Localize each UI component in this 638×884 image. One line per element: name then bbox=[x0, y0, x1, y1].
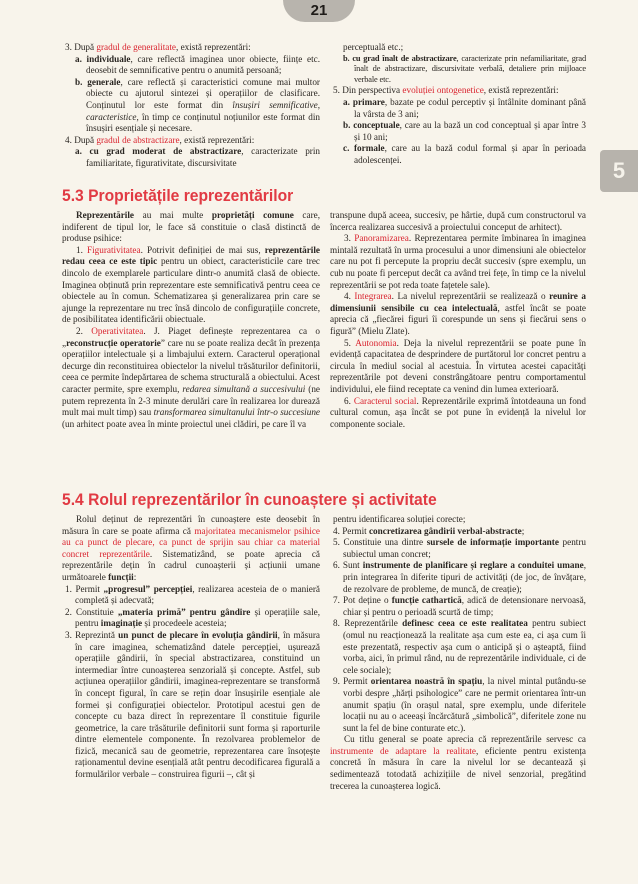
paragraph: 3. Panoramizarea. Reprezentarea permite îmbinarea în imaginea mintală rezultată în urma procesului a unor dimensiuni ale obiectelor care nu pot fi percepute la propriu decât succesiv (spre exemplu, un cub nu poate fi perceput decât ca având trei fețe, în timp ce la nivelul reprezentării se pot reda toate fațetele sale). bbox=[330, 233, 586, 290]
list-item: a. individuale, care reflectă imaginea unor obiecte, ființe etc. deosebit de semnificative pentru o anumită persoană; bbox=[75, 53, 321, 76]
list-item: a. primare, bazate pe codul perceptiv și întâlnite dominant până la vârsta de 3 ani; bbox=[343, 96, 586, 119]
paragraph: 4. Integrarea. La nivelul reprezentării se realizează o reunire a dimensiunii sensibile cu cea intelectuală, astfel încât se poate aprecia că „fiecărei figuri îi corespunde un sens și fiecărui sens o figură” (Mielu Zlate). bbox=[330, 291, 586, 336]
list-item: b. cu grad înalt de abstractizare, caracterizate prin nefamiliaritate, grad înalt de abstractizare, discursivitate verbală, detaliere prin mijloace verbale etc. bbox=[343, 53, 586, 84]
list-item: 4. După gradul de abstractizare, există reprezentări: bbox=[65, 134, 255, 145]
paragraph: Reprezentările au mai multe proprietăți comune care, indiferent de tipul lor, le face să constituie o clasă distinctă de produse psihice: bbox=[62, 210, 321, 244]
paragraph: 2. Operativitatea. J. Piaget definește reprezentarea ca o „reconstrucție operatorie” care nu se poate realiza decât în prezența operațiilor intelectuale și a limbajului extern. Caracterul operațional decurge din reconstituirea obiectelor la nivelul trăsăturilor definitorii, ceea ce permite îndepărtarea de schema structurală a obiectului. Acest caracter permite, spre exemplu, redarea simultană a succesivului (ne putem reprezenta în 2-3 minute derulări care în realizarea lor durează mult mai mult timp) sau transformarea simultanului într-o succesiune (un arhitect poate avea în minte proiectul unei clădiri, pe care îl va bbox=[62, 325, 321, 429]
list-item: 5. Din perspectiva evoluției ontogenetice, există reprezentări: bbox=[333, 85, 559, 96]
section-heading: 5.4 Rolul reprezentărilor în cunoaștere și activitate bbox=[62, 490, 437, 509]
section-5-4-left-column bbox=[62, 514, 320, 781]
list-item: perceptuală etc.; bbox=[343, 42, 404, 52]
section-5-3-left-column bbox=[62, 210, 320, 430]
list-item: 7. Pot deține o funcție cathartică, adică de detensionare nervoasă, chiar și pentru o perioadă scurtă de timp; bbox=[333, 595, 586, 617]
list-item: b. conceptuale, care au la bază un cod conceptual și apar între 3 și 10 ani; bbox=[343, 120, 586, 142]
paragraph: 6. Caracterul social. Reprezentările exprimă întotdeauna un fond cultural comun, așa încât se pot pune în evidență la nivelul lor componente sociale. bbox=[330, 395, 586, 429]
section-heading: 5.3 Proprietățile reprezentărilor bbox=[62, 186, 294, 205]
paragraph: 5. Autonomia. Deja la nivelul reprezentării se poate pune în evidență capacitatea de desprindere de purtătorul lor concret pentru a circula în mediul social al acestuia. În virtutea acestei capacități reprezentările pot deveni constrângătoare pentru comportamentul individului, ele fiind receptate ca venind din lumea exterioară. bbox=[330, 337, 586, 394]
list-item: 5. Constituie una dintre sursele de informație importante pentru subiectul uman concret; bbox=[333, 537, 586, 559]
list-item: pentru identificarea soluției corecte; bbox=[333, 514, 466, 524]
list-item: c. formale, care au la bază codul formal și apar în perioada adolescenței. bbox=[343, 143, 586, 165]
list-item: 4. Permit concretizarea gândirii verbal-abstracte; bbox=[333, 525, 525, 536]
list-item: 6. Sunt instrumente de planificare și reglare a conduitei umane, prin integrarea în diferite tipuri de activități (de joc, de învățare, de rezolvare de probleme, de muncă, de creație); bbox=[333, 560, 586, 594]
top-left-column bbox=[62, 42, 320, 170]
top-right-column bbox=[330, 42, 586, 167]
paragraph: Rolul deținut de reprezentări în cunoaștere este deosebit în măsura în care se poate afirma că majoritatea mecanismelor psihice au ca punct de plecare, ca punct de sprijin sau chiar ca material concret reprezentările. Sistematizând, se poate aprecia că reprezentările dețin în cadrul cunoașterii și acțiunii umane următoarele funcții: bbox=[62, 514, 321, 582]
paragraph: Cu titlu general se poate aprecia că reprezentările servesc ca instrumente de adaptare la realitate, eficiente pentru existența concretă în măsura în care la nivelul lor se decantează și sedimentează totodată achizițiile de nivel senzorial, pregătind trecerea la cunoașterea logică. bbox=[330, 734, 587, 791]
list-item: 3. Reprezintă un punct de plecare în evoluția gândirii, în măsura în care imaginea, schematizând datele percepției, ușurează operațiile gândirii, în special abstractizarea, constituind un intermediar între cunoașterea senzorială și concepte. Astfel, sub acțiunea operațiilor gândirii, imaginea-reprezentare se transformă în concept figural, în care se rețin doar însușirile esențiale ale formei și configurației obiectelor. Prototipul acestui gen de concepte cu baza direct în reprezentare îl constituie figurile geometrice, la care trăsăturile definitorii sunt forma și raporturile dintre elementele componente. În rezolvarea problemelor de fizică, mecanică sau de geometrie, reprezentarea care însoțește raționamentul devine esențială atât pentru decodificarea figurală a formulărilor verbale – construirea figurii –, cât și bbox=[65, 629, 320, 780]
chapter-tab: 5 bbox=[600, 150, 638, 192]
list-item: 3. După gradul de generalitate, există reprezentări: bbox=[65, 42, 251, 52]
paragraph: transpune după aceea, succesiv, pe hârtie, după cum constructorul va încerca realizarea succesivă a proiectului conceput de arhitect). bbox=[330, 210, 586, 232]
section-5-4-right-column bbox=[330, 514, 586, 792]
list-item: b. generale, care reflectă și caracteristici comune mai multor obiecte cu ajutorul sintezei și operațiilor de clasificare. Conținutul lor este format din însușiri semnificative, caracteristice, în timp ce conținutul noțiunilor este format din însușiri esențiale și necesare. bbox=[75, 76, 321, 134]
paragraph: 1. Figurativitatea. Potrivit definiției de mai sus, reprezentările redau ceea ce este tipic pentru un obiect, caracteristicile care trec dincolo de exemplarele particulare dintr-o anumită clasă de obiecte. Imaginea obținută prin reprezentare este semnificativă pentru ceea ce obiectele au în comun. Schematizarea și generalizarea prin care se ajunge la reprezentare nu trec însă dincolo de configurațiile concrete, de posibilitatea identificării obiectuale. bbox=[62, 244, 320, 325]
list-item: 2. Constituie „materia primă” pentru gândire și operațiile sale, pentru imaginație și procedeele acesteia; bbox=[65, 606, 320, 629]
section-5-3-right-column bbox=[330, 210, 586, 430]
list-item: 8. Reprezentările definesc ceea ce este realitatea pentru subiect (omul nu reacționează la realitate așa cum este ea, ci așa cum îi este prezentată, respectiv așa cum o anticipă și o așteaptă, fiind vorba, aici, în primul rând, nu de reprezentările individuale, ci de cele sociale); bbox=[333, 618, 586, 675]
list-item: 1. Permit „progresul” percepției, realizarea acesteia de o manieră completă și adecvată; bbox=[65, 583, 321, 606]
list-item: a. cu grad moderat de abstractizare, caracterizate prin familiaritate, figurativitate, discursivitate bbox=[75, 146, 320, 168]
page-number: 21 bbox=[283, 0, 355, 22]
list-item: 9. Permit orientarea noastră în spațiu, la nivel mintal putându-se vorbi despre „hărți psihologice” care ne permit orientarea într-un anumit spațiu (în orașul natal, spre exemplu, unde diferitele locații nu au o aceeași încărcătură „simbolică”, diferitele zone nu sunt la fel de bine conturate etc.). bbox=[333, 676, 586, 733]
